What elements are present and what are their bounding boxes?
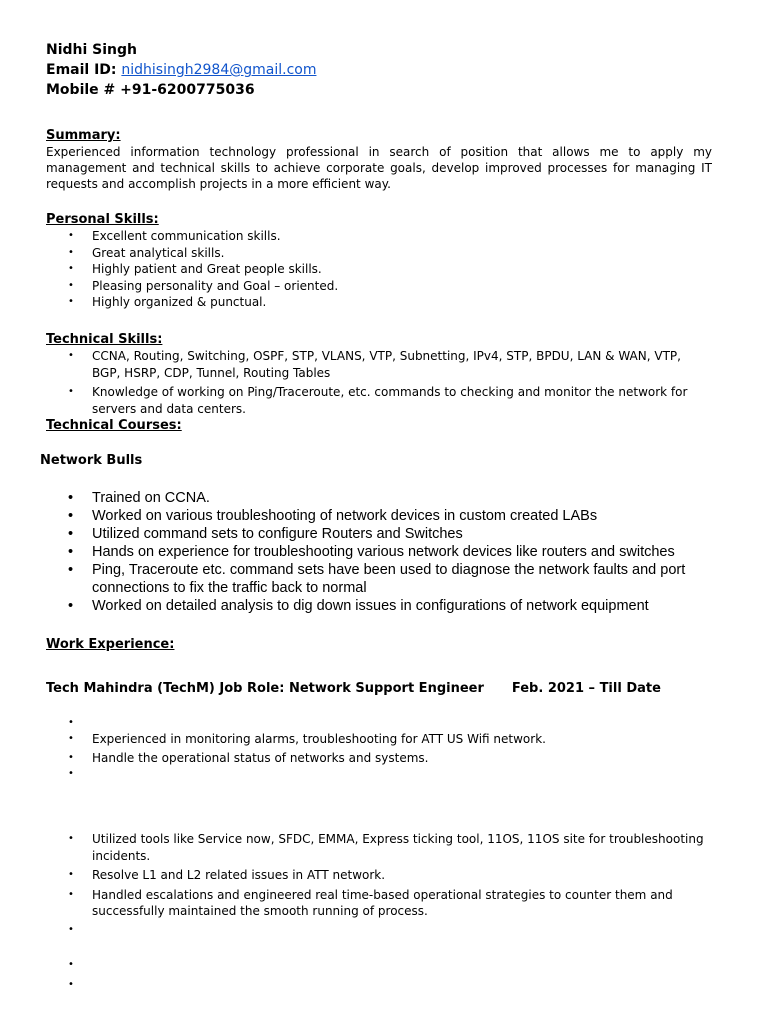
- technical-courses-title: Technical Courses:: [46, 418, 182, 433]
- list-item: • Handle the operational status of networks and systems.: [46, 750, 712, 767]
- personal-skills-title: Personal Skills:: [46, 212, 159, 227]
- candidate-name: Nidhi Singh: [46, 42, 138, 58]
- list-item: • Utilized tools like Service now, SFDC, EMMA, Express ticking tool, 11OS, 11OS site for troubleshooting incidents.: [46, 831, 712, 864]
- email-label: Email ID:: [46, 62, 122, 78]
- list-item: • Highly organized & punctual.: [46, 294, 712, 311]
- courses-list: [46, 489, 712, 615]
- work-experience-title: Work Experience:: [46, 637, 175, 652]
- institute-name: Network Bulls: [40, 453, 143, 468]
- summary-title: Summary:: [46, 128, 121, 143]
- empty-bullet: •: [68, 959, 74, 970]
- list-item: • Worked on detailed analysis to dig down issues in configurations of network equipment: [46, 597, 712, 615]
- work-list-1: [46, 731, 712, 766]
- list-item: • Ping, Traceroute etc. command sets have been used to diagnose the network faults and port connections to fix the traffic back to normal: [46, 561, 712, 597]
- email-row: [46, 60, 712, 80]
- work-list-2: [46, 831, 712, 920]
- empty-bullet: •: [68, 768, 74, 779]
- personal-skills-list: [46, 228, 712, 311]
- mobile-number: Mobile # +91-6200775036: [46, 82, 255, 98]
- list-item: • Pleasing personality and Goal – oriented.: [46, 278, 712, 295]
- empty-bullet: •: [68, 979, 74, 990]
- list-item: • Utilized command sets to configure Routers and Switches: [46, 525, 712, 543]
- job-dates: Feb. 2021 – Till Date: [511, 681, 661, 696]
- technical-skills-title: Technical Skills:: [46, 332, 163, 347]
- list-item: • Excellent communication skills.: [46, 228, 712, 245]
- resume-header: [46, 40, 712, 100]
- empty-bullet: •: [68, 717, 74, 728]
- empty-bullet: •: [68, 924, 74, 935]
- list-item: • Experienced in monitoring alarms, troubleshooting for ATT US Wifi network.: [46, 731, 712, 748]
- technical-skills-list: [46, 348, 712, 417]
- work-group-2: [46, 831, 712, 920]
- job-title: Tech Mahindra (TechM) Job Role: Network Support Engineer: [46, 681, 484, 696]
- list-item: • Handled escalations and engineered real time-based operational strategies to counter them and successfully maintained the smooth running of process.: [46, 887, 712, 920]
- list-item: • Highly patient and Great people skills.: [46, 261, 712, 278]
- list-item: • Hands on experience for troubleshooting various network devices like routers and switches: [46, 543, 712, 561]
- list-item: • Worked on various troubleshooting of network devices in custom created LABs: [46, 507, 712, 525]
- email-link[interactable]: nidhisingh2984@gmail.com: [121, 62, 317, 78]
- courses-list-wrapper: [46, 489, 712, 615]
- job-line: [46, 680, 661, 698]
- summary-section: [46, 128, 712, 192]
- list-item: • Trained on CCNA.: [46, 489, 712, 507]
- summary-text: Experienced information technology professional in search of position that allows me to apply my management and technical skills to achieve corporate goals, develop improved processes for managing IT requests and accomplish projects in a more efficient way.: [46, 145, 712, 191]
- work-experience-section: [46, 637, 712, 653]
- list-item: • Resolve L1 and L2 related issues in ATT network.: [46, 867, 712, 884]
- personal-skills-section: [46, 212, 712, 311]
- list-item: • CCNA, Routing, Switching, OSPF, STP, VLANS, VTP, Subnetting, IPv4, STP, BPDU, LAN & WAN, VTP, BGP, HSRP, CDP, Tunnel, Routing Tables: [46, 348, 712, 381]
- list-item: • Great analytical skills.: [46, 245, 712, 262]
- technical-courses-section: [46, 418, 712, 434]
- list-item: • Knowledge of working on Ping/Traceroute, etc. commands to checking and monitor the network for servers and data centers.: [46, 384, 712, 417]
- work-group-1: [46, 731, 712, 766]
- technical-skills-section: [46, 332, 712, 417]
